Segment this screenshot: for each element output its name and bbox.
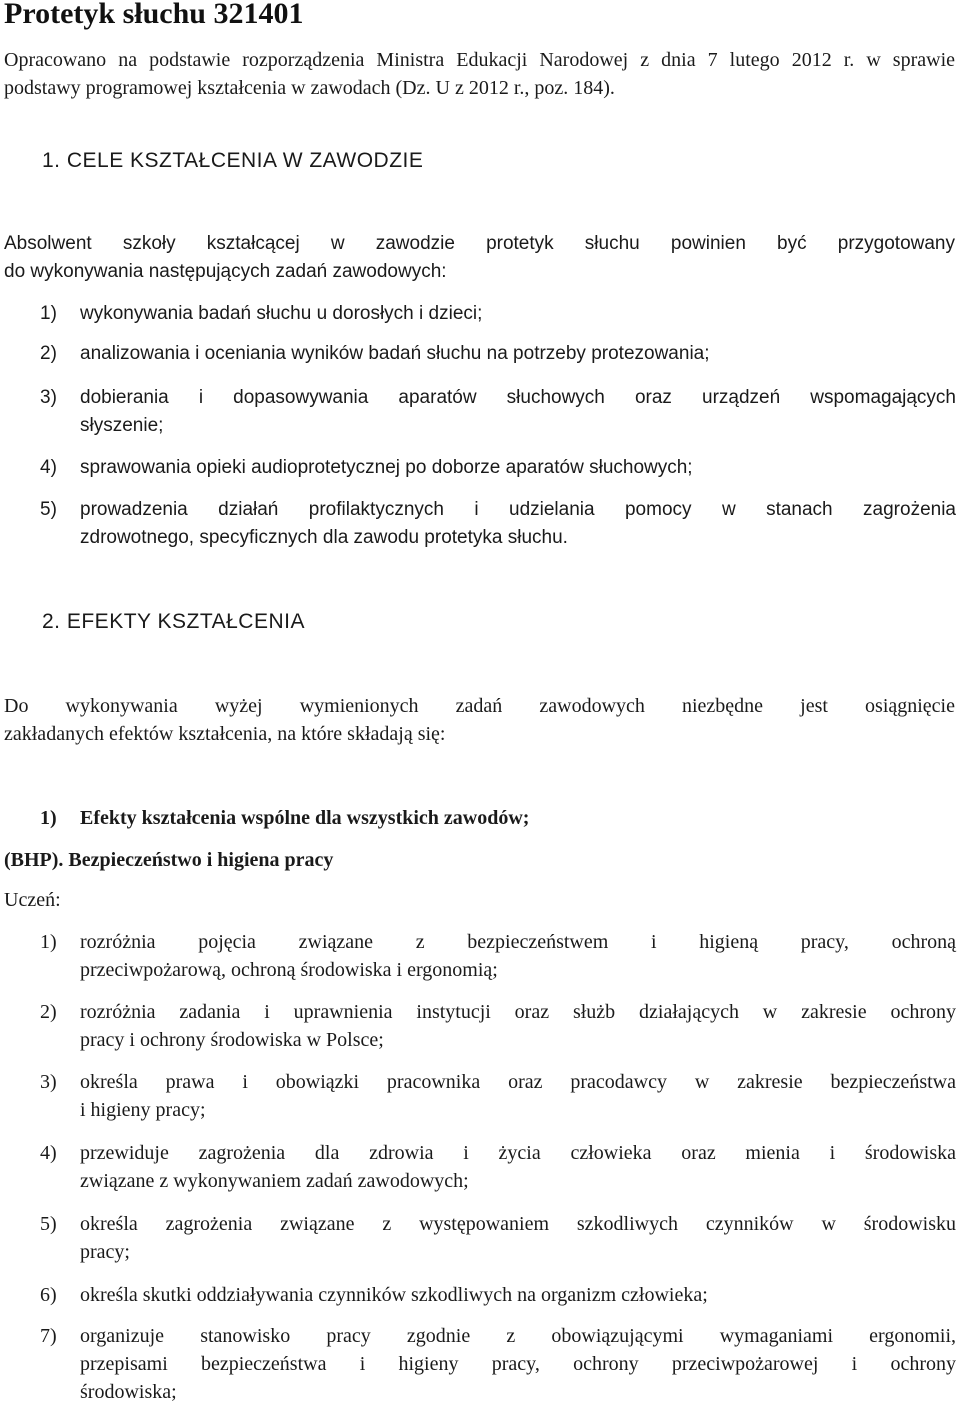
list-item (40, 1281, 956, 1309)
list-item-text: określa prawa i obowiązki pracownika oraz pracodawcy w zakresie bezpieczeństwa (80, 1071, 956, 1093)
section-1-heading: 1. CELE KSZTAŁCENIA W ZAWODZIE (42, 149, 424, 172)
list-item (40, 340, 956, 368)
list-item (40, 928, 956, 984)
list-item-text: przeciwpożarową, ochroną środowiska i ergonomią; (80, 959, 498, 981)
intro-line: Opracowano na podstawie rozporządzenia Ministra Edukacji Narodowej z dnia 7 lutego 2012 r. w sprawie (4, 49, 955, 71)
sub-item-effects (40, 804, 529, 832)
list-item-number: 2) (40, 343, 57, 364)
list-item-number: 2) (40, 1001, 57, 1023)
list-item (40, 1210, 956, 1266)
list-item-number: 1) (40, 303, 57, 324)
list-item-number: 3) (40, 387, 57, 408)
list-item-text: wykonywania badań słuchu u dorosłych i dzieci; (80, 303, 483, 324)
list-item (40, 454, 956, 482)
list-item-text: analizowania i oceniania wyników badań słuchu na potrzeby protezowania; (80, 343, 710, 364)
list-item-text: określa skutki oddziaływania czynników szkodliwych na organizm człowieka; (80, 1284, 708, 1306)
list-item-number: 4) (40, 1142, 57, 1164)
sub-item-number: 1) (40, 807, 57, 829)
list-item-number: 7) (40, 1325, 57, 1347)
sub-item-label: Efekty kształcenia wspólne dla wszystkich zawodów; (80, 807, 530, 829)
paragraph-line: do wykonywania następujących zadań zawodowych: (4, 261, 447, 282)
list-item-number: 3) (40, 1071, 57, 1093)
list-item-text: rozróżnia zadania i uprawnienia instytucji oraz służb działających w zakresie ochrony (80, 1001, 956, 1023)
section-2-heading: 2. EFEKTY KSZTAŁCENIA (42, 610, 305, 633)
list-item-text: słyszenie; (80, 415, 164, 436)
list-item-text: prowadzenia działań profilaktycznych i udzielania pomocy w stanach zagrożenia (80, 499, 956, 520)
section-2-paragraph (4, 692, 955, 748)
list-item-text: przepisami bezpieczeństwa i higieny pracy, ochrony przeciwpożarowej i ochrony (80, 1353, 956, 1375)
list-item-number: 6) (40, 1284, 57, 1306)
list-item-text: i higieny pracy; (80, 1099, 206, 1121)
list-item-text: pracy i ochrony środowiska w Polsce; (80, 1029, 384, 1051)
student-label: Uczeń: (4, 889, 61, 911)
list-item-text: pracy; (80, 1241, 130, 1263)
list-item-text: zdrowotnego, specyficznych dla zawodu protetyka słuchu. (80, 527, 568, 548)
list-item-text: przewiduje zagrożenia dla zdrowia i życia człowieka oraz mienia i środowiska (80, 1142, 956, 1164)
document-title: Protetyk słuchu 321401 (4, 0, 304, 30)
paragraph-line: zakładanych efektów kształcenia, na które składają się: (4, 723, 446, 745)
list-item-text: określa zagrożenia związane z występowaniem szkodliwych czynników w środowisku (80, 1213, 956, 1235)
list-item-number: 5) (40, 499, 57, 520)
list-item-number: 4) (40, 457, 57, 478)
list-item (40, 300, 956, 328)
list-item (40, 1139, 956, 1195)
list-item-text: rozróżnia pojęcia związane z bezpieczeństwem i higieną pracy, ochroną (80, 931, 956, 953)
list-item (40, 998, 956, 1054)
section-1-paragraph (4, 230, 955, 286)
list-item-text: sprawowania opieki audioprotetycznej po doborze aparatów słuchowych; (80, 457, 693, 478)
paragraph-line: Do wykonywania wyżej wymienionych zadań zawodowych niezbędne jest osiągnięcie (4, 695, 955, 717)
list-item-number: 5) (40, 1213, 57, 1235)
list-item-text: środowiska; (80, 1381, 177, 1403)
paragraph-line: Absolwent szkoły kształcącej w zawodzie protetyk słuchu powinien być przygotowany (4, 233, 955, 254)
intro-line: podstawy programowej kształcenia w zawodach (Dz. U z 2012 r., poz. 184). (4, 77, 615, 99)
list-item (40, 1068, 956, 1124)
bhp-heading: (BHP). Bezpieczeństwo i higiena pracy (4, 849, 334, 871)
list-item-number: 1) (40, 931, 57, 953)
list-item-text: związane z wykonywaniem zadań zawodowych; (80, 1170, 469, 1192)
list-item (40, 384, 956, 440)
intro-paragraph (4, 46, 955, 102)
list-item (40, 496, 956, 552)
list-item-text: dobierania i dopasowywania aparatów słuchowych oraz urządzeń wspomagających (80, 387, 956, 408)
list-item-text: organizuje stanowisko pracy zgodnie z obowiązującymi wymaganiami ergonomii, (80, 1325, 956, 1347)
list-item (40, 1322, 956, 1406)
